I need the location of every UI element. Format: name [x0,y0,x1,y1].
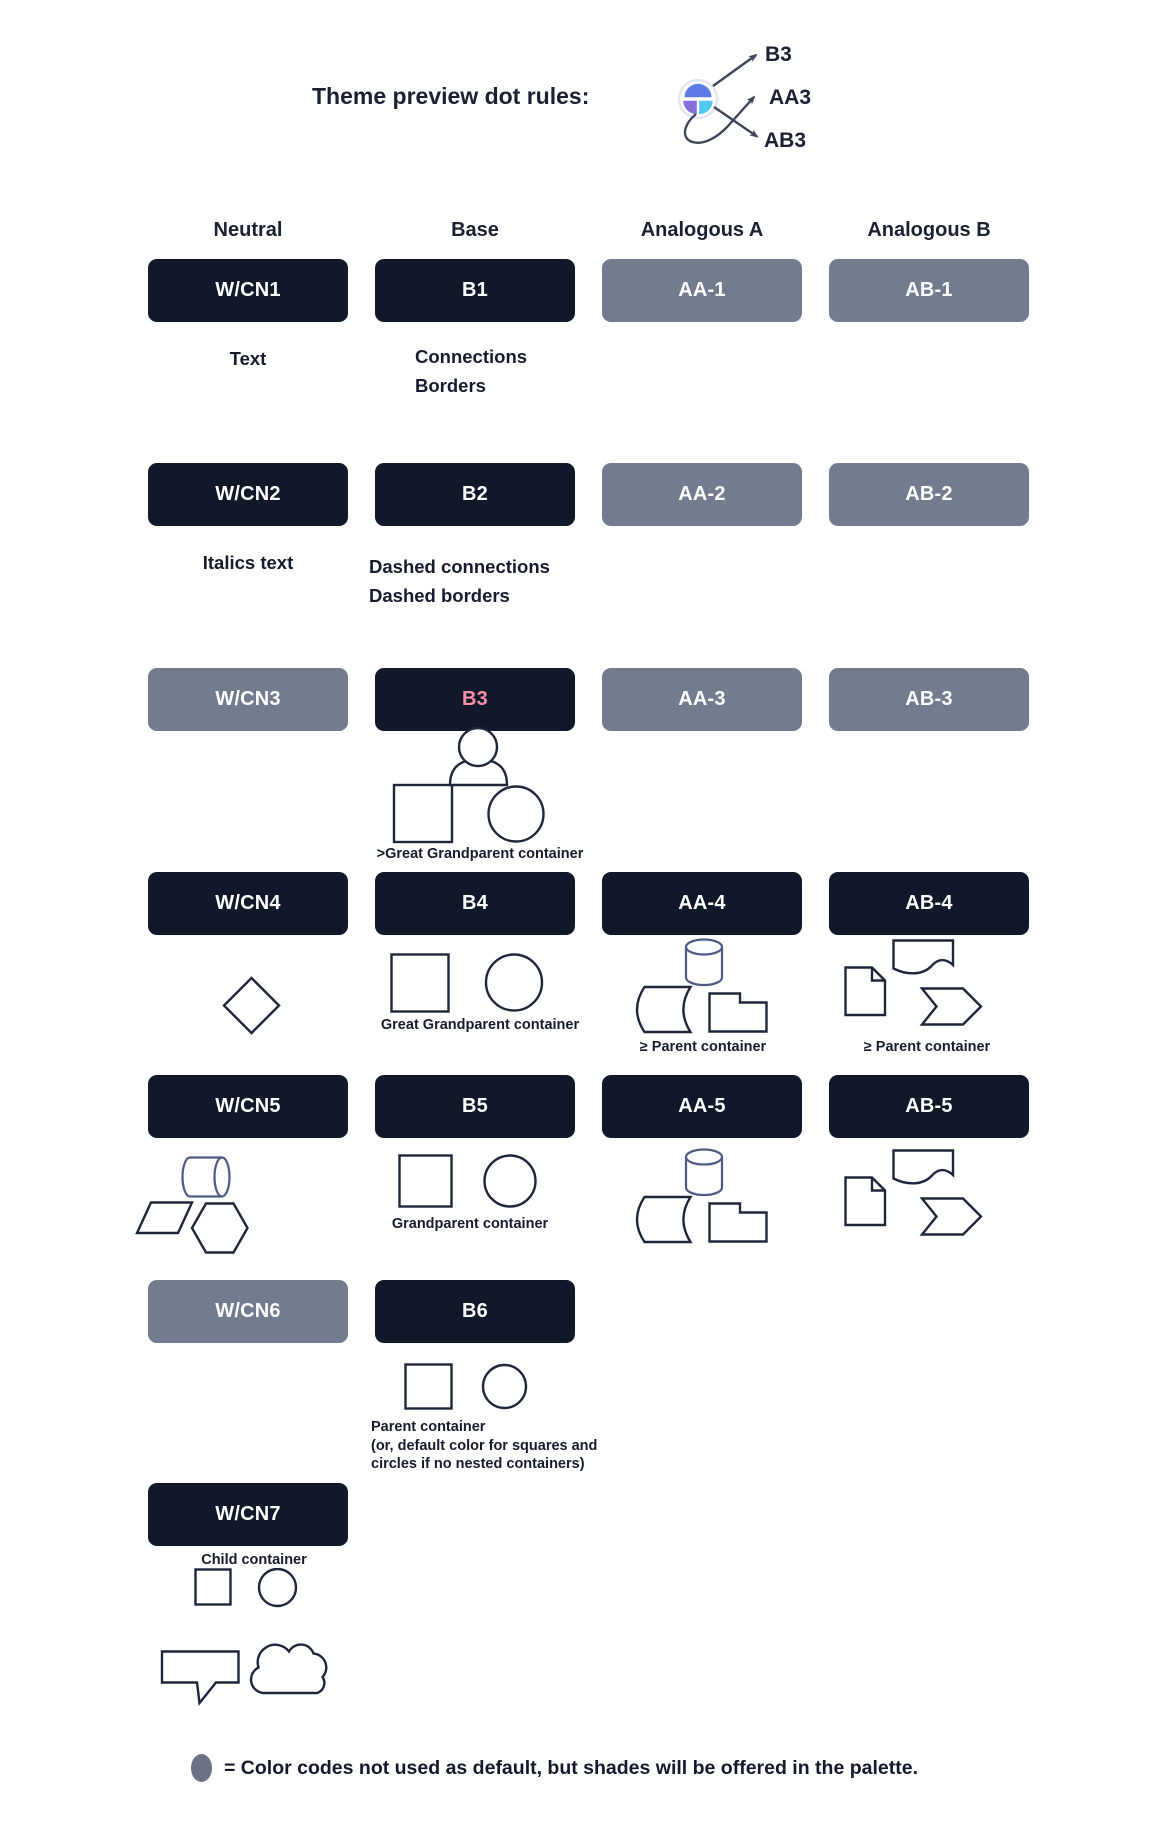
caption-great-grandparent-gt: >Great Grandparent container [376,846,584,862]
speech-bubble-shape [162,1652,239,1704]
page-folded-corner-shape [846,968,886,1016]
arrow-to-b3-icon [713,55,756,86]
dot-rule-label-aa3: AA3 [769,86,812,109]
circle-shape [259,1569,296,1606]
pill-b3: B3 [375,668,575,731]
b5-container-shapes [398,1154,543,1210]
theme-dot-diagram [660,20,840,160]
legend-gray-dot-icon [191,1754,212,1782]
cloud-shape [251,1645,326,1693]
document-wavy-shape [894,1151,954,1184]
chevron-banner-shape [922,1199,981,1235]
pill-wcn4: W/CN4 [148,872,348,935]
column-header-analogous-a: Analogous A [640,219,764,241]
legend-text: = Color codes not used as default, but shades will be offered in the palette. [224,1757,918,1779]
square-shape [394,785,452,842]
b6-container-shapes [404,1363,534,1411]
caption-aa-parent-container: ≥ Parent container [639,1039,767,1055]
caption-italics-text: Italics text [202,552,294,573]
caption-parent-container: Parent container [371,1419,486,1435]
caption-dashed-borders: Dashed borders [369,585,510,606]
pill-aa2: AA-2 [602,463,802,526]
square-shape [392,955,449,1012]
cylinder-top-shape [686,1150,722,1165]
pill-b2: B2 [375,463,575,526]
pill-ab3: AB-3 [829,668,1029,731]
square-shape [400,1156,452,1207]
pill-wcn1: W/CN1 [148,259,348,322]
caption-great-grandparent: Great Grandparent container [380,1017,580,1033]
column-header-base: Base [451,219,499,241]
wcn7-bubble-cloud-shapes [160,1640,335,1710]
pill-wcn5: W/CN5 [148,1075,348,1138]
tabbed-rectangle-shape [710,1204,767,1242]
pill-wcn3: W/CN3 [148,668,348,731]
stored-data-shape [637,987,691,1032]
stored-data-shape [637,1197,691,1242]
square-shape [196,1570,231,1605]
ab5-container-shapes [842,1145,987,1240]
pill-b5: B5 [375,1075,575,1138]
caption-text: Text [229,348,267,369]
wcn5-shapes [130,1152,255,1257]
dot-rule-label-ab3: AB3 [764,129,807,152]
pill-ab5: AB-5 [829,1075,1029,1138]
caption-child-container: Child container [201,1552,307,1568]
pill-aa1: AA-1 [602,259,802,322]
b4-container-shapes [390,953,550,1015]
pill-wcn7: W/CN7 [148,1483,348,1546]
pill-wcn2: W/CN2 [148,463,348,526]
caption-grandparent: Grandparent container [391,1216,549,1232]
page-folded-corner-shape [846,1178,886,1226]
tabbed-rectangle-shape [710,994,767,1032]
caption-parent-container-block [371,1418,597,1474]
pill-aa3: AA-3 [602,668,802,731]
circle-shape [489,787,544,842]
circle-shape [483,1365,526,1408]
caption-connections-borders [415,342,527,400]
page-title: Theme preview dot rules: [312,83,590,109]
document-wavy-shape [894,941,954,974]
column-header-analogous-b: Analogous B [867,219,991,241]
hexagon-shape [192,1204,248,1253]
caption-dashed [369,552,550,610]
square-shape [406,1365,452,1409]
parallelogram-shape [137,1203,192,1234]
diamond-shape [224,978,279,1033]
wcn7-container-shapes [194,1568,304,1608]
caption-borders: Borders [415,375,486,396]
pill-b6: B6 [375,1280,575,1343]
circle-shape [486,955,542,1011]
wcn4-diamond-shape [222,976,282,1036]
ab4-container-shapes [842,935,987,1030]
aa4-container-shapes [630,935,775,1037]
pill-b4: B4 [375,872,575,935]
person-head-icon [459,728,497,766]
circle-shape [485,1156,536,1207]
caption-connections: Connections [415,346,528,367]
pill-b1: B1 [375,259,575,322]
pill-ab2: AB-2 [829,463,1029,526]
horizontal-cylinder-cap-shape [215,1158,230,1197]
pill-aa4: AA-4 [602,872,802,935]
caption-parent-note-line2: circles if no nested containers) [371,1456,585,1472]
caption-parent-note-line1: (or, default color for squares and [371,1437,598,1454]
pill-ab4: AB-4 [829,872,1029,935]
caption-dashed-connections: Dashed connections [369,556,550,577]
caption-ab-parent-container: ≥ Parent container [863,1039,991,1055]
dot-rule-label-b3: B3 [765,43,792,66]
chevron-banner-shape [922,989,981,1025]
pill-ab1: AB-1 [829,259,1029,322]
b3-person-container-shapes [378,718,588,853]
pill-aa5: AA-5 [602,1075,802,1138]
aa5-container-shapes [630,1145,775,1247]
cylinder-top-shape [686,940,722,955]
column-header-neutral: Neutral [213,219,283,241]
pill-wcn6: W/CN6 [148,1280,348,1343]
